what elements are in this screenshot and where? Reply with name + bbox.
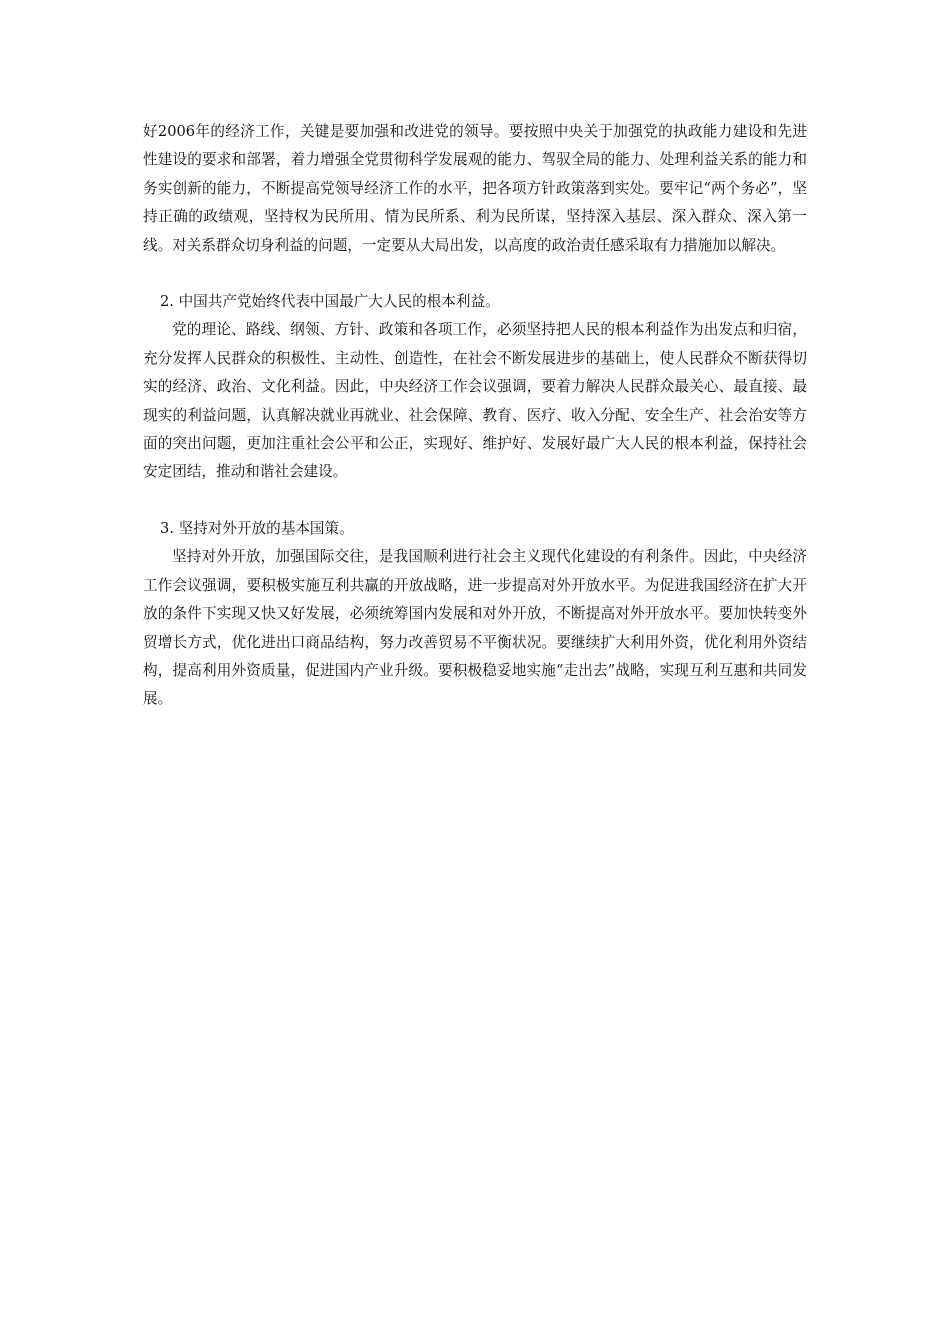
section-gap bbox=[143, 487, 807, 515]
section-2-body: 党的理论、路线、纲领、方针、政策和各项工作，必须坚持把人民的根本利益作为出发点和归宿，充分发挥人民群众的积极性、主动性、创造性，在社会不断发展进步的基础上，使人民群众不断获得切实的经济、政治、文化利益。因此，中央经济工作会议强调，要着力解决人民群众最关心、最直接、最现实的利益问题，认真解决就业再就业、社会保障、教育、医疗、收入分配、安全生产、社会治安等方面的突出问题，更加注重社会公平和公正，实现好、维护好、发展好最广大人民的根本利益，保持社会安定团结，推动和谐社会建设。 bbox=[143, 321, 807, 481]
document-page bbox=[143, 118, 807, 714]
section-gap bbox=[143, 260, 807, 288]
section-3-heading: 3. 坚持对外开放的基本国策。 bbox=[160, 519, 354, 537]
section-3-body: 坚持对外开放，加强国际交往，是我国顺利进行社会主义现代化建设的有利条件。因此，中央经济工作会议强调，要积极实施互利共赢的开放战略，进一步提高对外开放水平。为促进我国经济在扩大开放的条件下实现又快又好发展，必须统筹国内发展和对外开放，不断提高对外开放水平。要加快转变外贸增长方式，优化进出口商品结构，努力改善贸易不平衡状况。要继续扩大利用外资，优化利用外资结构，提高利用外资质量，促进国内产业升级。要积极稳妥地实施“走出去”战略，实现互利互惠和共同发展。 bbox=[143, 548, 807, 708]
section-2-heading: 2. 中国共产党始终代表中国最广大人民的根本利益。 bbox=[160, 293, 500, 311]
paragraph-leadership: 好2006年的经济工作，关键是要加强和改进党的领导。要按照中央关于加强党的执政能力建设和先进性建设的要求和部署，着力增强全党贯彻科学发展观的能力、驾驭全局的能力、处理利益关系的能力和务实创新的能力，不断提高党领导经济工作的水平，把各项方针政策落到实处。要牢记“两个务必”，坚持正确的政绩观，坚持权为民所用、情为民所系、利为民所谋，坚持深入基层、深入群众、深入第一线。对关系群众切身利益的问题，一定要从大局出发，以高度的政治责任感采取有力措施加以解决。 bbox=[143, 123, 807, 254]
